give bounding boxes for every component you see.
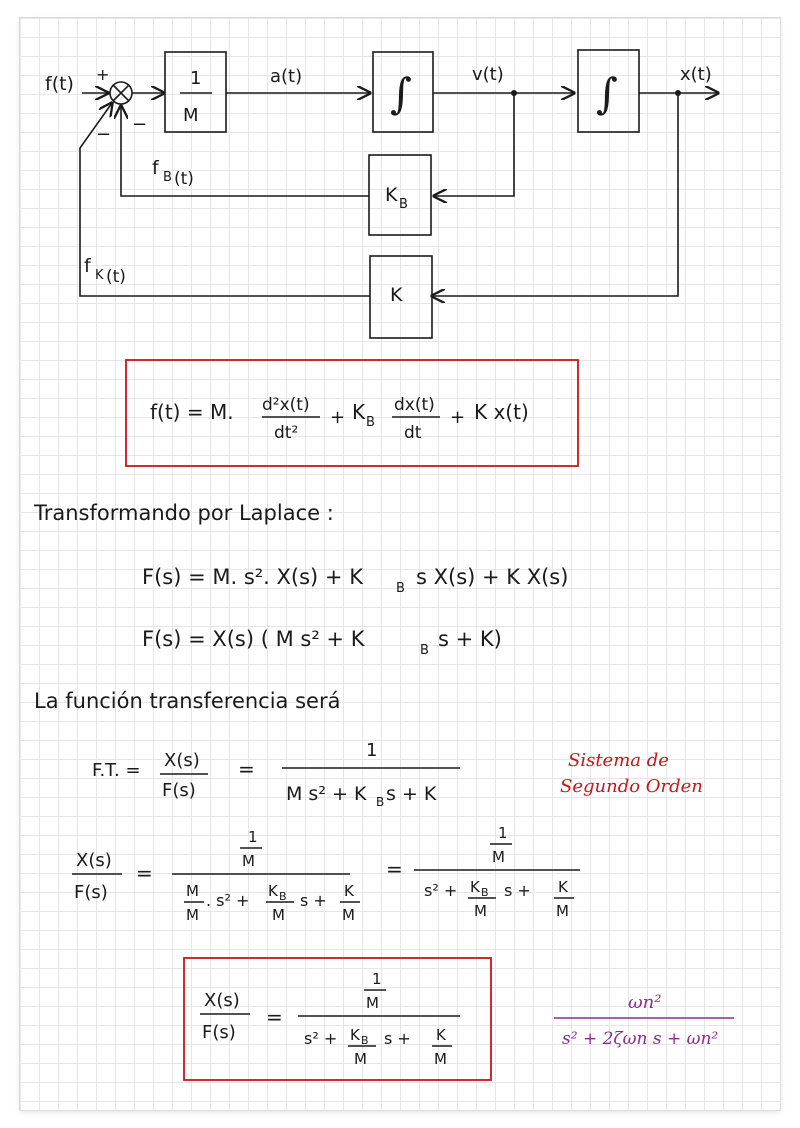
- kb-block: [369, 155, 431, 235]
- plus-sign: +: [96, 65, 110, 84]
- integrator-block-1: [373, 52, 433, 132]
- laplace-line-2-sub: B: [420, 643, 429, 658]
- k-block: [370, 256, 432, 338]
- kb-block-sub: B: [399, 197, 408, 212]
- eq-d1-den: dt: [404, 423, 422, 443]
- final-num-top: 1: [372, 970, 382, 988]
- norm-mid-num-top: 1: [248, 828, 258, 846]
- norm-mid-s: s +: [300, 891, 327, 910]
- laplace-line-1: F(s) = M. s². X(s) + K: [142, 565, 363, 589]
- integral-sign-1: ∫: [390, 69, 412, 118]
- final-den-s2: s² +: [304, 1029, 338, 1048]
- norm-mid-c-den: M: [342, 906, 355, 924]
- minus-sign-left: −: [96, 124, 112, 145]
- minus-sign-bottom: −: [132, 114, 148, 135]
- eq-plus-2: +: [450, 407, 466, 428]
- gain-block-1-over-m: [165, 52, 226, 132]
- norm-mid-b-sub: B: [279, 890, 287, 903]
- velocity-feedback-line: [434, 93, 514, 196]
- integrator-block-2: [578, 50, 639, 132]
- final-den-c-num: K: [436, 1026, 446, 1044]
- note-line-1: Sistema de: [568, 750, 669, 771]
- gain-denominator: M: [183, 105, 199, 126]
- output-label: x(t): [680, 64, 712, 85]
- ft-rhs-num: 1: [366, 740, 378, 761]
- spring-force-tail: (t): [106, 267, 126, 287]
- final-den-b-den: M: [354, 1050, 367, 1068]
- norm-mid-c-num: K: [344, 882, 354, 900]
- std-form-num: ωn²: [628, 992, 662, 1013]
- laplace-line-2: F(s) = X(s) ( M s² + K: [142, 627, 365, 651]
- final-den-s: s +: [384, 1029, 411, 1048]
- norm-right-num-top: 1: [498, 824, 508, 842]
- norm-mid-a-num: M: [186, 882, 199, 900]
- gain-numerator: 1: [190, 68, 202, 89]
- norm-mid-num-bot: M: [242, 852, 255, 870]
- final-lhs-den: F(s): [202, 1022, 236, 1043]
- final-num-bot: M: [366, 994, 379, 1012]
- damping-force-sub: B: [163, 170, 172, 185]
- input-label: f(t): [45, 73, 74, 95]
- spring-force-f: f: [84, 255, 91, 277]
- block-diagram: [45, 50, 718, 338]
- spring-force-sub: K: [95, 268, 104, 283]
- eq-d2-den: dt²: [274, 423, 299, 443]
- final-den-b-num: K: [350, 1026, 360, 1044]
- transfer-heading: La función transferencia será: [34, 689, 341, 713]
- eq-kx: K x(t): [474, 400, 529, 424]
- norm-mid-s2: . s² +: [206, 891, 250, 910]
- norm-right-s2: s² +: [424, 881, 458, 900]
- norm-mid-b-num: K: [268, 882, 278, 900]
- norm-right-c-den: M: [556, 902, 569, 920]
- laplace-section: [33, 501, 568, 658]
- k-block-label: K: [390, 284, 403, 306]
- norm-right-s: s +: [504, 881, 531, 900]
- final-den-c-den: M: [434, 1050, 447, 1068]
- accel-label: a(t): [270, 66, 303, 87]
- norm-right-b-den: M: [474, 902, 487, 920]
- position-feedback-line: [432, 93, 678, 296]
- final-result-section: [184, 958, 734, 1080]
- norm-right-num-bot: M: [492, 848, 505, 866]
- damping-force-tail: (t): [174, 169, 194, 189]
- note-line-2: Segundo Orden: [560, 776, 703, 797]
- std-form-den: s² + 2ζωn s + ωn²: [562, 1029, 719, 1049]
- laplace-line-1-tail: s X(s) + K X(s): [416, 565, 569, 589]
- ft-rhs-den-tail: s + K: [386, 783, 437, 805]
- eq-d1-num: dx(t): [394, 395, 435, 415]
- integral-sign-2: ∫: [596, 69, 618, 118]
- laplace-line-2-tail: s + K): [438, 627, 502, 651]
- norm-right-c-num: K: [558, 878, 568, 896]
- norm-lhs-den: F(s): [74, 882, 108, 903]
- norm-eq-1: =: [136, 861, 153, 885]
- velocity-label: v(t): [472, 64, 504, 85]
- normalized-section: [72, 824, 580, 924]
- norm-lhs-num: X(s): [76, 850, 112, 871]
- eq-plus-1: +: [330, 407, 346, 428]
- summing-junction: [110, 82, 132, 104]
- ft-rhs-den: M s² + K: [286, 783, 367, 805]
- final-den-b-sub: B: [361, 1034, 369, 1047]
- kb-block-k: K: [385, 184, 398, 206]
- final-eq: =: [266, 1005, 283, 1029]
- ft-den: F(s): [162, 780, 196, 801]
- ft-num: X(s): [164, 750, 200, 771]
- damping-force-f: f: [152, 157, 159, 179]
- eq-lhs: f(t) = M.: [150, 400, 234, 424]
- norm-right-b-num: K: [470, 878, 480, 896]
- norm-mid-b-den: M: [272, 906, 285, 924]
- eq-kb-k: K: [352, 400, 366, 424]
- ft-eq: =: [238, 757, 255, 781]
- ft-label: F.T. =: [92, 760, 141, 781]
- damping-feedback-line: [121, 106, 369, 196]
- eq-kb-sub: B: [366, 415, 375, 430]
- laplace-line-1-sub: B: [396, 581, 405, 596]
- laplace-heading: Transformando por Laplace :: [34, 501, 334, 525]
- ft-rhs-den-sub: B: [376, 795, 385, 809]
- differential-equation-box: [126, 360, 578, 466]
- norm-eq-2: =: [386, 857, 403, 881]
- eq-d2-num: d²x(t): [262, 395, 310, 415]
- final-lhs-num: X(s): [204, 990, 240, 1011]
- norm-mid-a-den: M: [186, 906, 199, 924]
- transfer-function-section: [34, 689, 703, 809]
- norm-right-b-sub: B: [481, 886, 489, 899]
